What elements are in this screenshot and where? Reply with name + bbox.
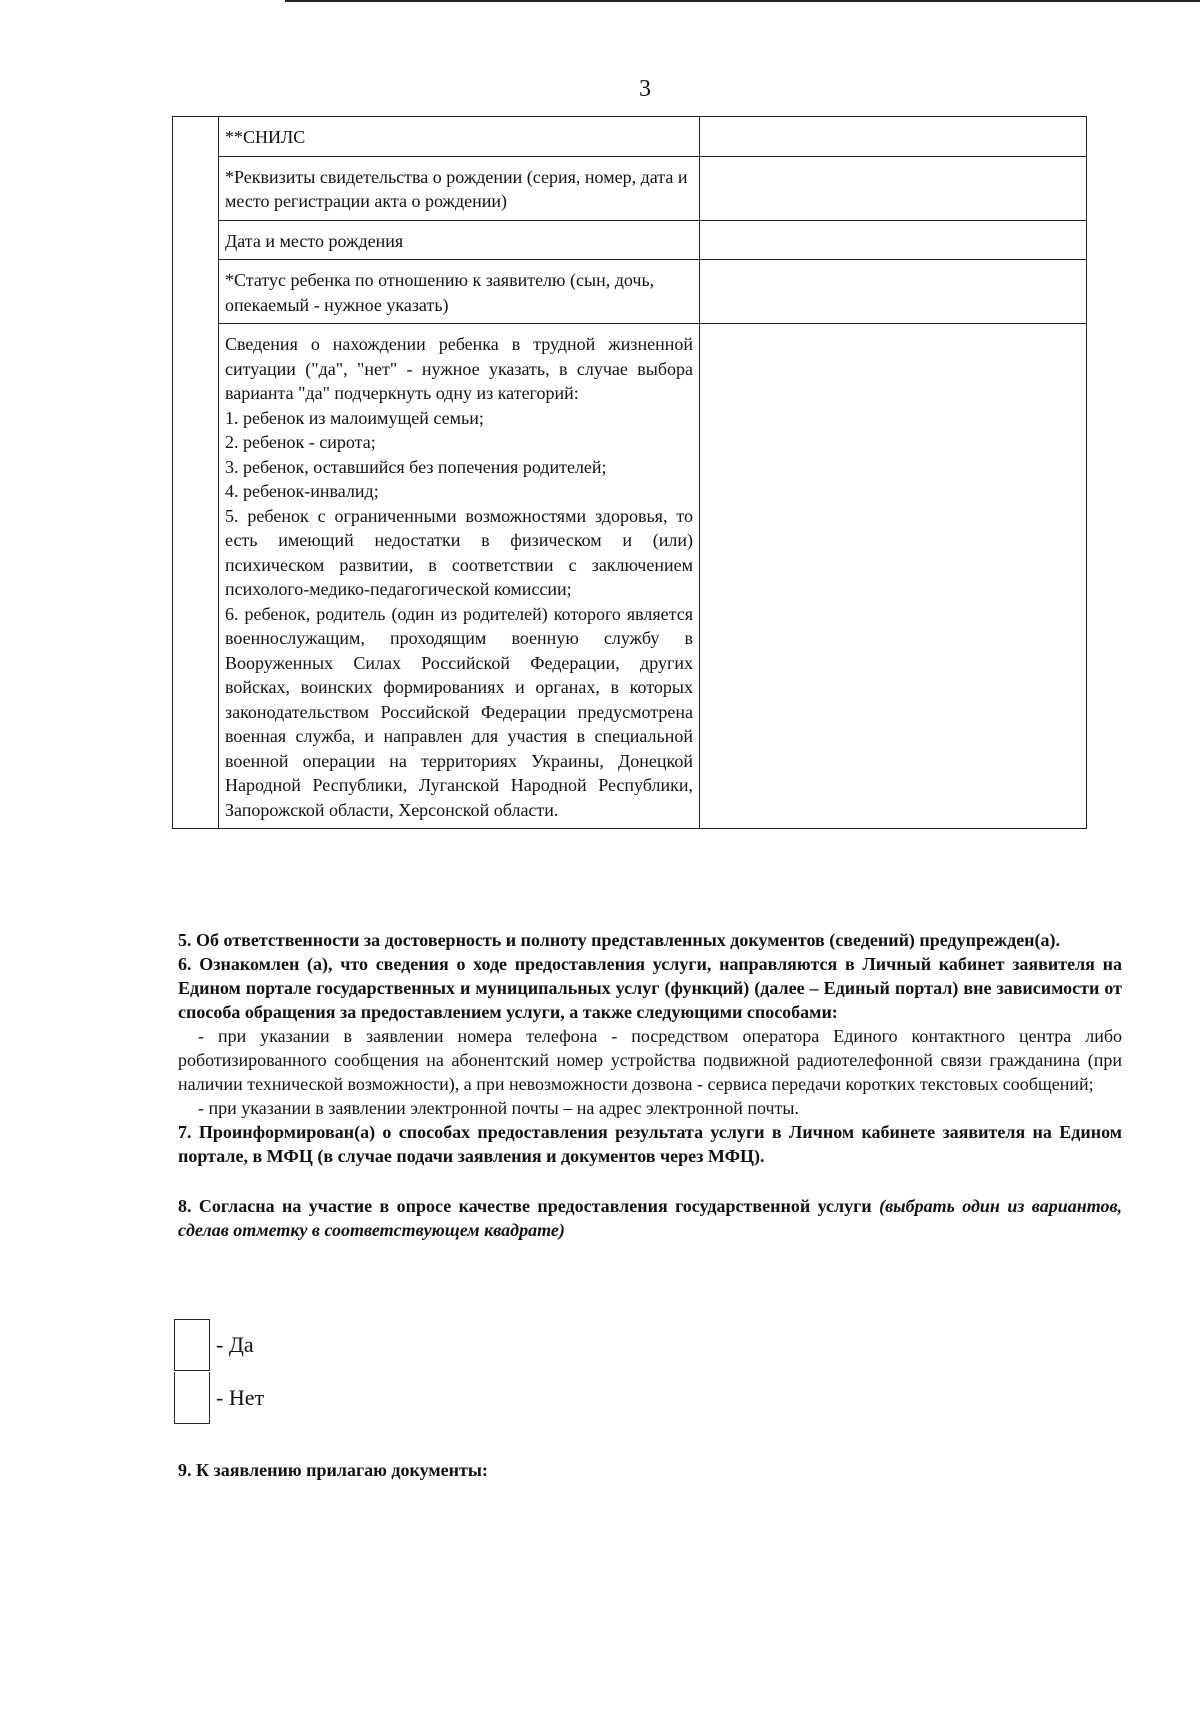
category-item: 4. ребенок-инвалид; (225, 481, 379, 501)
survey-option-yes (174, 1318, 264, 1371)
category-item: 1. ребенок из малоимущей семьи; (225, 407, 484, 428)
top-rule (285, 0, 1200, 2)
birth-certificate-field[interactable] (700, 156, 1087, 220)
birth-certificate-label: *Реквизиты свидетельства о рождении (серия, номер, дата и место регистрации акта о рождении) (219, 156, 700, 220)
birth-date-place-field[interactable] (700, 220, 1087, 260)
table-row-child-status (173, 260, 1087, 324)
survey-no-label: - Нет (216, 1384, 265, 1410)
survey-options (174, 1318, 264, 1424)
category-item: 5. ребенок с ограниченными возможностями здоровья, то есть имеющий недостатки в физическом и (или) психическом развитии, в соответствии с заключением психолого-медико-педагогической комиссии; (225, 505, 693, 599)
category-item: 2. ребенок - сирота; (225, 432, 376, 452)
survey-yes-label: - Да (216, 1331, 254, 1357)
declarations (178, 928, 1122, 1242)
table-row-snils (173, 117, 1087, 157)
section-5: 5. Об ответственности за достоверность и полноту представленных документов (сведений) предупрежден(а). (178, 930, 1061, 950)
notification-phone-bullet: - при указании в заявлении номера телефона - посредством оператора Единого контактного центра либо роботизированного сообщения на абонентский номер устройства подвижной радиотелефонной связи гражданина (при наличии технической возможности), а при невозможности дозвона - сервиса передачи коротких текстовых сообщений; (178, 1026, 1122, 1094)
snils-label: **СНИЛС (219, 117, 700, 157)
table-row-birth-date-place (173, 220, 1087, 260)
difficult-situation-cell (219, 324, 700, 829)
survey-option-no (174, 1371, 264, 1424)
category-item: 6. ребенок, родитель (один из родителей) которого является военнослужащим, проходящим военную службу в Вооруженных Силах Российской Федерации, других войсках, воинских формированиях и органах, в которых законодательством Российской Федерации предусмотрена военная служба, и направлен для участия в специальной военной операции на территориях Украины, Донецкой Народной Республики, Луганской Народной Республики, Запорожской области, Херсонской области. (225, 603, 693, 820)
notification-email-bullet: - при указании в заявлении электронной почты – на адрес электронной почты. (198, 1098, 800, 1118)
page-number: 3 (639, 76, 651, 102)
section-9: 9. К заявлению прилагаю документы: (178, 1460, 488, 1480)
table-row-difficult-situation (173, 324, 1087, 829)
difficult-situation-intro: Сведения о нахождении ребенка в трудной жизненной ситуации ("да", "нет" - нужное указать, в случае выбора варианта "да" подчеркнуть одну из категорий: (225, 334, 693, 403)
section-8-text: 8. Согласна на участие в опросе качестве предоставления государственной услуги (178, 1196, 880, 1216)
child-info-table (172, 116, 1087, 829)
section-8-note: (выбрать один из вариантов, сделав отметку в соответствующем квадрате) (178, 1196, 1122, 1240)
section-8 (178, 1194, 1122, 1242)
category-item: 3. ребенок, оставшийся без попечения родителей; (225, 456, 607, 477)
child-status-field[interactable] (700, 260, 1087, 324)
birth-date-place-label: Дата и место рождения (219, 220, 700, 260)
survey-no-checkbox[interactable] (174, 1372, 210, 1424)
section-7: 7. Проинформирован(а) о способах предоставления результата услуги в Личном кабинете заявителя на Едином портале, в МФЦ (в случае подачи заявления и документов через МФЦ). (178, 1122, 1122, 1166)
section-6: 6. Ознакомлен (а), что сведения о ходе предоставления услуги, направляются в Личный кабинет заявителя на Едином портале государственных и муниципальных услуг (функций) (далее – Единый портал) вне зависимости от способа обращения за предоставлением услуги, а также следующими способами: (178, 954, 1122, 1022)
child-status-label: *Статус ребенка по отношению к заявителю (сын, дочь, опекаемый - нужное указать) (219, 260, 700, 324)
survey-yes-checkbox[interactable] (174, 1319, 210, 1371)
table-row-birth-certificate (173, 156, 1087, 220)
difficult-situation-field[interactable] (700, 324, 1087, 829)
table-margin-column (173, 117, 219, 829)
snils-field[interactable] (700, 117, 1087, 157)
